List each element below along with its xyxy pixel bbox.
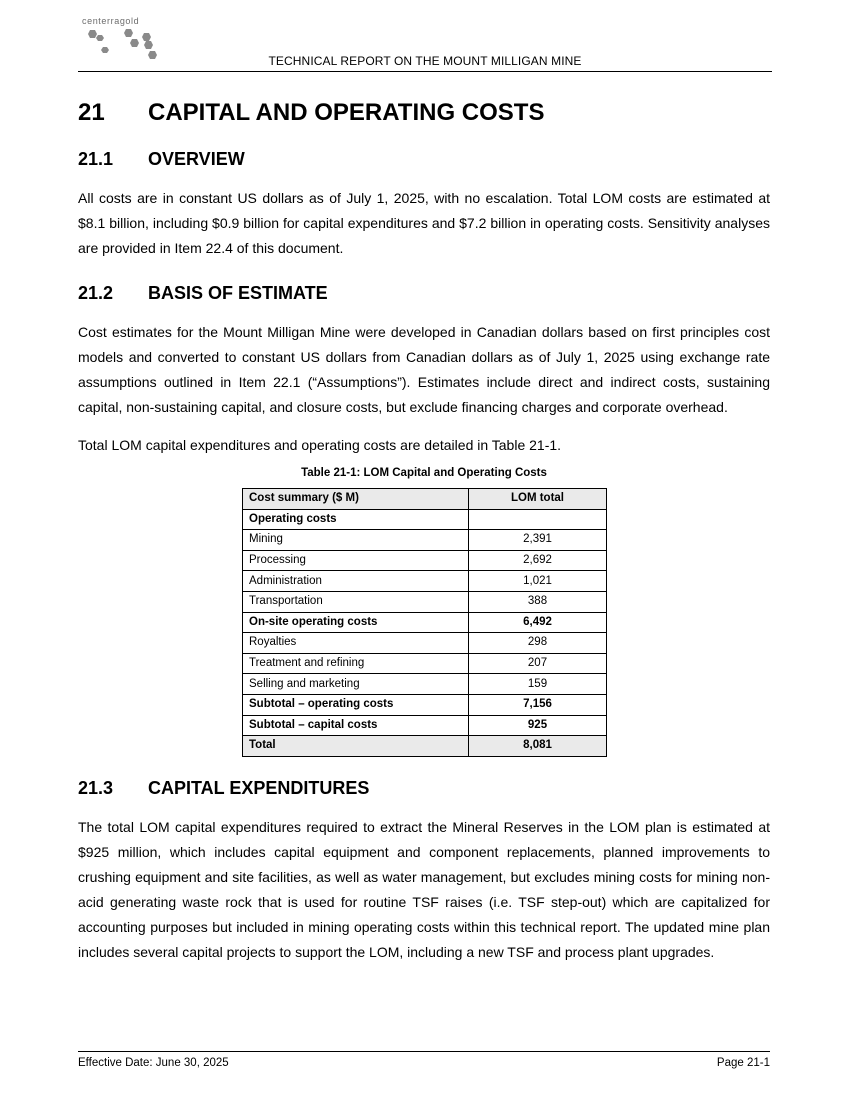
table-total-row <box>243 736 607 757</box>
row-value <box>469 509 607 530</box>
cost-table <box>242 488 607 757</box>
basis-paragraph-1: Cost estimates for the Mount Milligan Mine were developed in Canadian dollars based on first principles cost models and converted to constant US dollars from Canadian dollars as of July 1, 2025 using exchange rate assumptions outlined in Item 22.1 (“Assumptions”). Estimates include direct and indirect costs, sustaining capital, non-sustaining capital, and closure costs, but exclude financing charges and corporate overhead. <box>78 324 770 415</box>
header-cost-summary: Cost summary ($ M) <box>243 489 469 510</box>
row-value: 298 <box>469 633 607 654</box>
basis-title: BASIS OF ESTIMATE <box>148 283 328 303</box>
table-row <box>243 715 607 736</box>
section-title: CAPITAL AND OPERATING COSTS <box>148 99 545 126</box>
row-label: Operating costs <box>243 509 469 530</box>
overview-paragraph: All costs are in constant US dollars as of July 1, 2025, with no escalation. Total LOM costs are estimated at $8.1 billion, including $0.9 billion for capital expenditures and $7.2 billion in operating costs. Sensitivity analyses are provided in Item 22.4 of this document. <box>78 190 770 256</box>
row-label: Mining <box>243 530 469 551</box>
table-row <box>243 633 607 654</box>
row-label: Subtotal – capital costs <box>243 715 469 736</box>
capex-heading <box>78 775 770 801</box>
basis-paragraph-2: Total LOM capital expenditures and operating costs are detailed in Table 21-1. <box>78 437 562 453</box>
row-label: Subtotal – operating costs <box>243 694 469 715</box>
row-value: 1,021 <box>469 571 607 592</box>
table-row <box>243 674 607 695</box>
row-label: Treatment and refining <box>243 653 469 674</box>
row-label: Transportation <box>243 591 469 612</box>
row-value: 925 <box>469 715 607 736</box>
table-header-row <box>243 489 607 510</box>
table-row <box>243 653 607 674</box>
report-title: TECHNICAL REPORT ON THE MOUNT MILLIGAN MINE <box>268 54 582 68</box>
table-row <box>243 530 607 551</box>
row-label: Processing <box>243 550 469 571</box>
page-content <box>78 96 770 965</box>
section-number: 21 <box>78 99 105 126</box>
row-value: 6,492 <box>469 612 607 633</box>
overview-heading <box>78 146 770 172</box>
row-value: 2,391 <box>469 530 607 551</box>
page-footer <box>78 1051 770 1069</box>
row-value: 207 <box>469 653 607 674</box>
overview-number: 21.1 <box>78 149 114 169</box>
section-heading <box>78 96 770 130</box>
row-label: Selling and marketing <box>243 674 469 695</box>
basis-number: 21.2 <box>78 283 114 303</box>
table-row <box>243 694 607 715</box>
table-row <box>243 591 607 612</box>
table-caption: Table 21-1: LOM Capital and Operating Costs <box>301 467 547 479</box>
row-value: 159 <box>469 674 607 695</box>
page-header <box>78 14 772 72</box>
row-value: 7,156 <box>469 694 607 715</box>
effective-date: Effective Date: June 30, 2025 <box>78 1057 229 1069</box>
row-value: 8,081 <box>469 736 607 757</box>
capex-paragraph: The total LOM capital expenditures required to extract the Mineral Reserves in the LOM plan is estimated at $925 million, which includes capital equipment and component replacements, planned improvements to crushing equipment and site facilities, as well as water management, but excludes mining costs for mining non-acid generating waste rock that is used for routine TSF raises (i.e. TSF step-out) which are capitalized for accounting purposes but included in mining operating costs within this technical report. The updated mine plan includes several capital projects to support the LOM, including a new TSF and process plant upgrades. <box>78 818 770 960</box>
row-value: 2,692 <box>469 550 607 571</box>
overview-title: OVERVIEW <box>148 149 245 169</box>
header-lom-total: LOM total <box>469 489 607 510</box>
row-label: Total <box>243 736 469 757</box>
capex-title: CAPITAL EXPENDITURES <box>148 777 370 798</box>
table-row <box>243 571 607 592</box>
row-label: Administration <box>243 571 469 592</box>
capex-number: 21.3 <box>78 777 114 798</box>
page-number: Page 21-1 <box>716 1057 770 1069</box>
table-row <box>243 509 607 530</box>
table-row <box>243 612 607 633</box>
row-label: On-site operating costs <box>243 612 469 633</box>
table-row <box>243 550 607 571</box>
logo-wordmark: centerragold <box>82 16 140 26</box>
row-label: Royalties <box>243 633 469 654</box>
row-value: 388 <box>469 591 607 612</box>
basis-heading <box>78 280 770 306</box>
